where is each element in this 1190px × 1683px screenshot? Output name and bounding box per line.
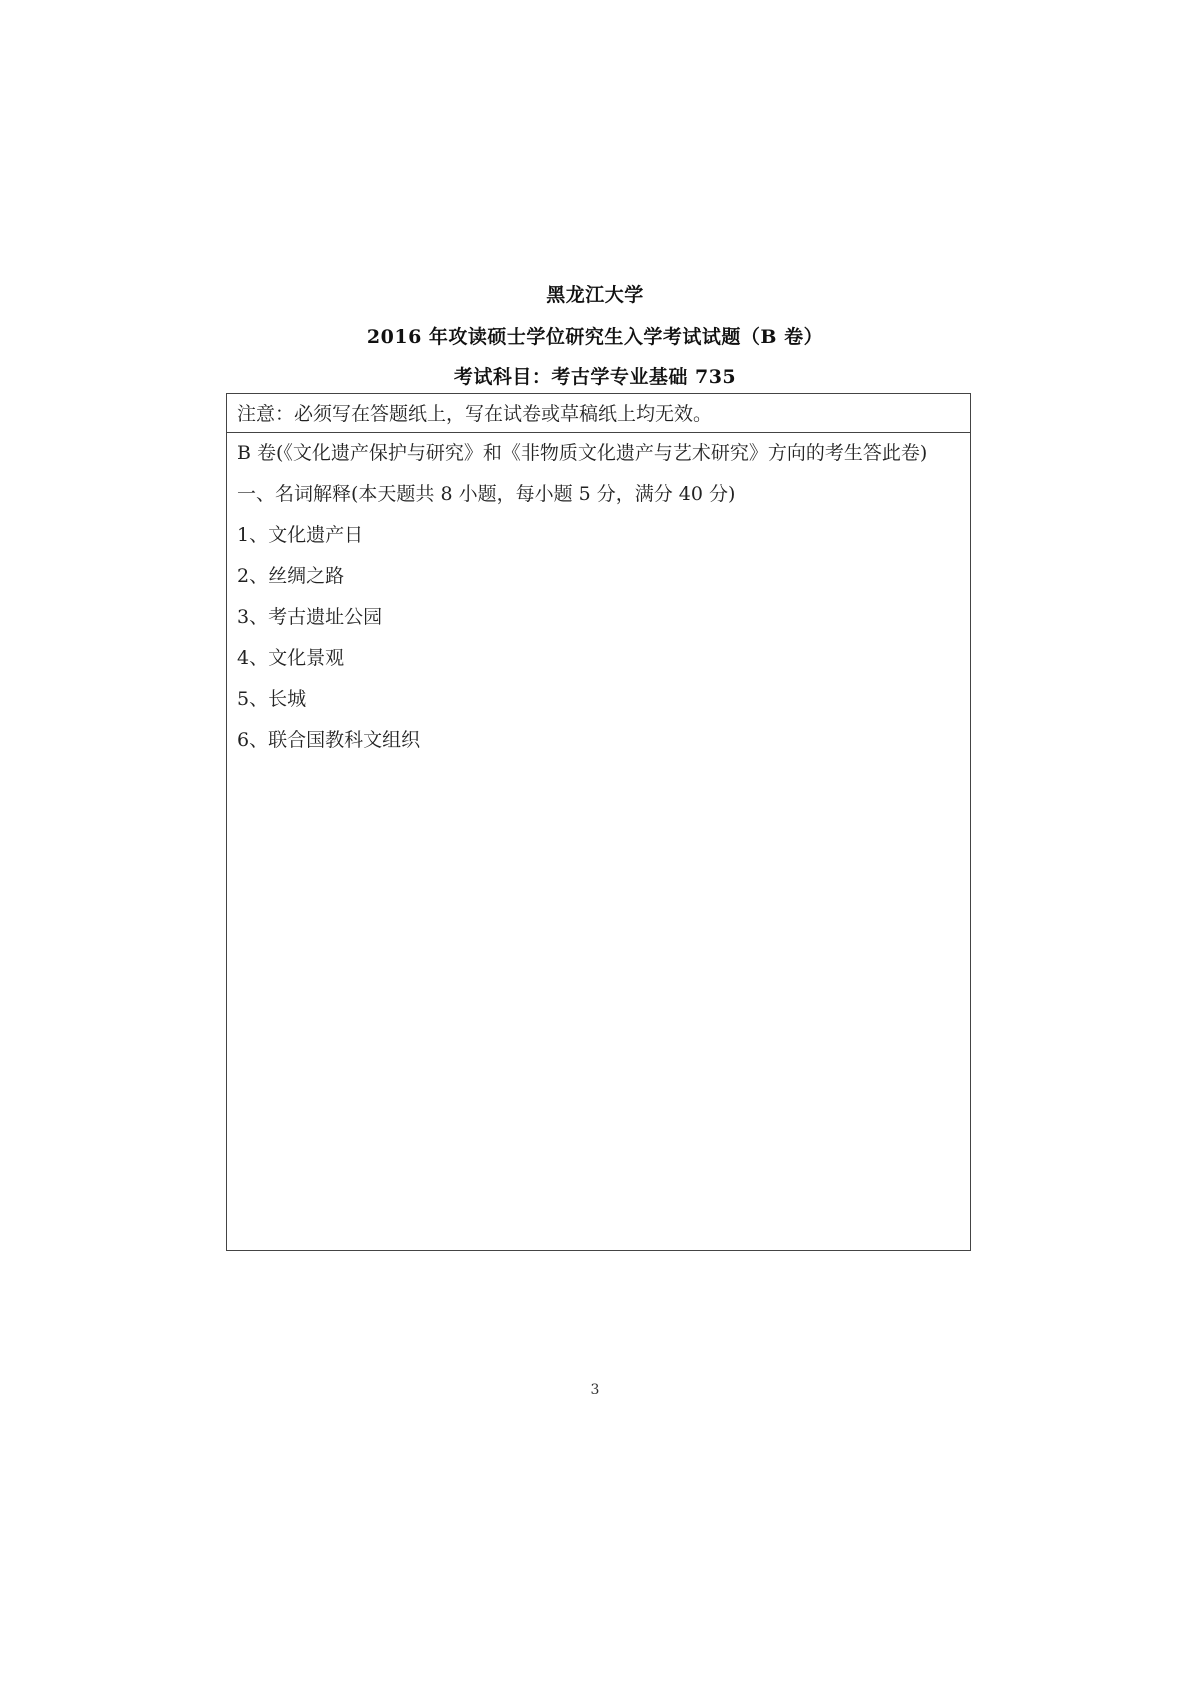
section-title: 一、名词解释(本天题共 8 小题，每小题 5 分，满分 40 分): [237, 483, 736, 505]
paper-intro: B 卷(《文化遗产保护与研究》和《非物质文化遗产与艺术研究》方向的考生答此卷): [237, 442, 928, 464]
exam-title: 2016 年攻读硕士学位研究生入学考试试题（B 卷）: [366, 326, 824, 348]
notice-text: 注意：必须写在答题纸上，写在试卷或草稿纸上均无效。: [227, 394, 970, 433]
question-item: 1、文化遗产日: [237, 524, 364, 546]
question-content: [237, 433, 959, 761]
page-number: 3: [590, 1382, 600, 1398]
question-item: 3、考古遗址公园: [237, 606, 383, 628]
exam-subject: 考试科目：考古学专业基础 735: [453, 366, 737, 388]
question-box: [226, 393, 971, 1251]
question-item: 4、文化景观: [237, 647, 345, 669]
question-item: 6、联合国教科文组织: [237, 729, 421, 751]
university-name: 黑龙江大学: [546, 284, 644, 306]
question-item: 2、丝绸之路: [237, 565, 345, 587]
question-item: 5、长城: [237, 688, 307, 710]
